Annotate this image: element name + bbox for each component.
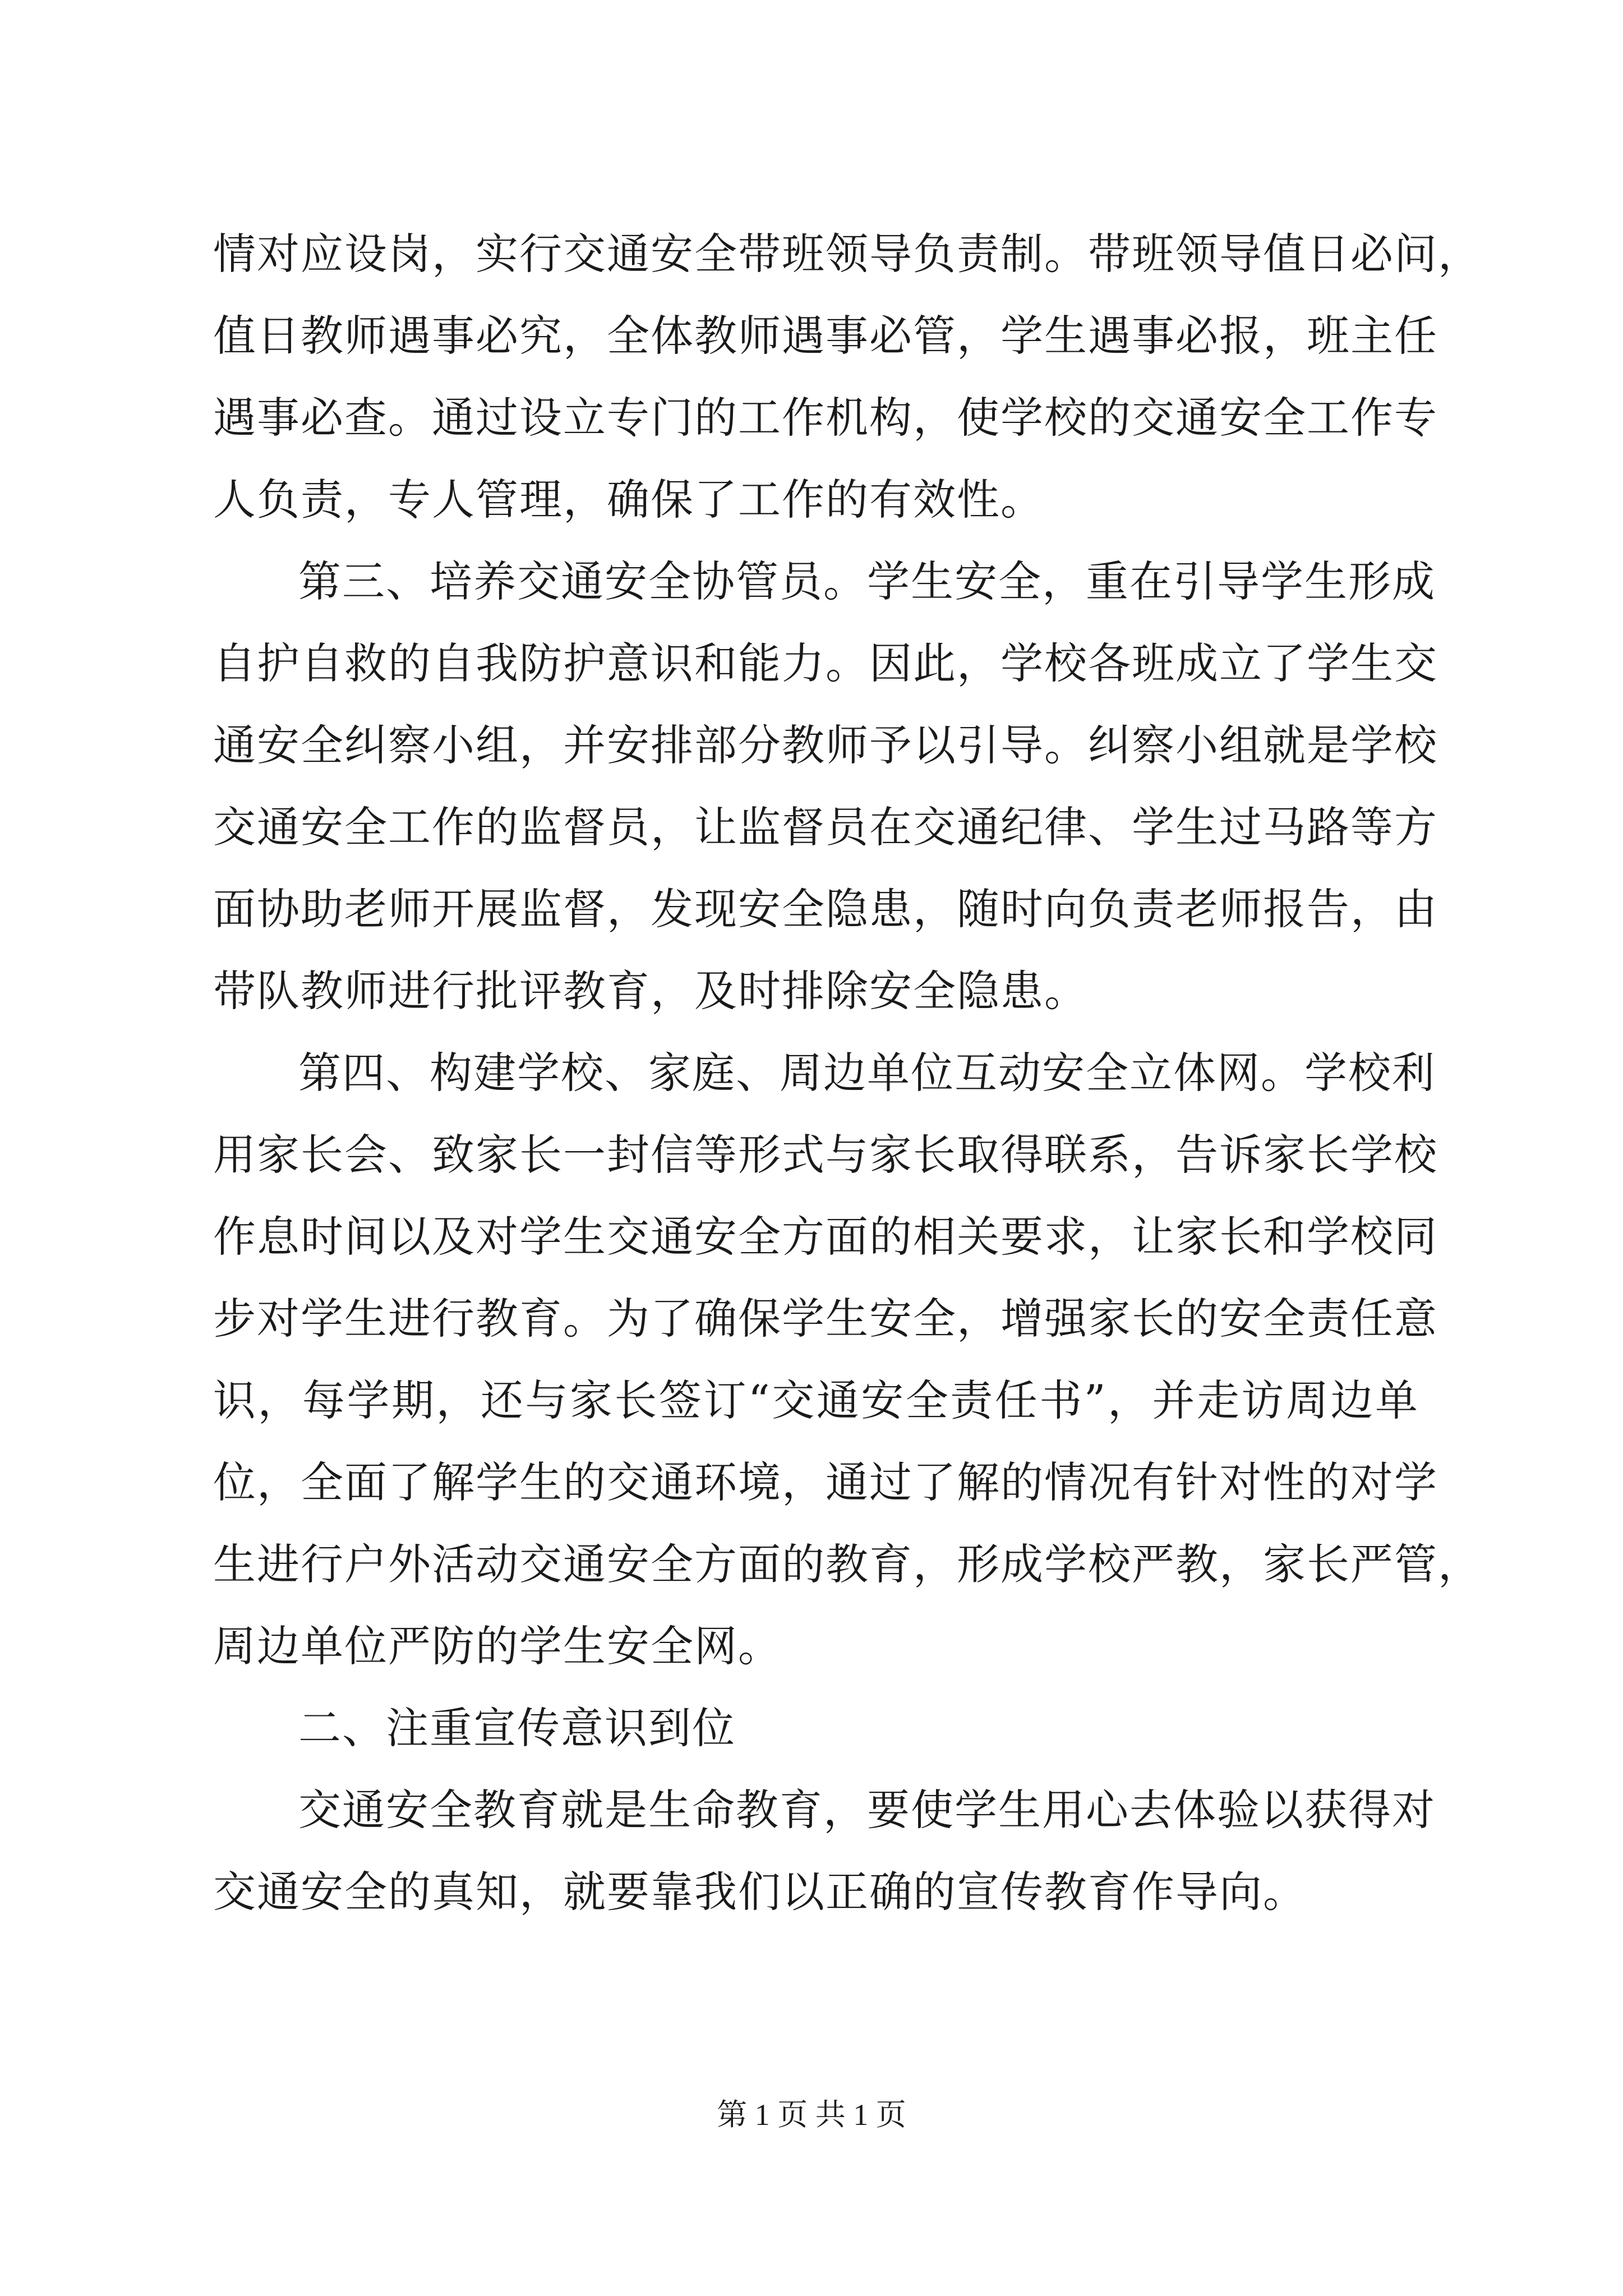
paragraph-first-line: 交通安全教育就是生命教育，要使学生用心去体验以获得对 [298, 1785, 1436, 1835]
text-line: 识，每学期，还与家长签订“交通安全责任书”，并走访周边单 [213, 1375, 1419, 1425]
text-line: 生进行户外活动交通安全方面的教育，形成学校严教，家长严管， [213, 1539, 1482, 1589]
text-line: 作息时间以及对学生交通安全方面的相关要求，让家长和学校同 [213, 1212, 1438, 1262]
text-line: 值日教师遇事必究，全体教师遇事必管，学生遇事必报，班主任 [213, 311, 1438, 361]
text-line: 位，全面了解学生的交通环境，通过了解的情况有针对性的对学 [213, 1457, 1438, 1507]
text-line: 带队教师进行批评教育，及时排除安全隐患。 [213, 966, 1088, 1016]
text-line: 遇事必查。通过设立专门的工作机构，使学校的交通安全工作专 [213, 393, 1438, 443]
document-body [213, 213, 1482, 1933]
text-line: 步对学生进行教育。为了确保学生安全，增强家长的安全责任意 [213, 1294, 1438, 1343]
text-line: 用家长会、致家长一封信等形式与家长取得联系，告诉家长学校 [213, 1130, 1438, 1180]
text-line: 周边单位严防的学生安全网。 [213, 1621, 782, 1671]
text-line: 通安全纠察小组，并安排部分教师予以引导。纠察小组就是学校 [213, 720, 1438, 770]
section-heading: 二、注重宣传意识到位 [298, 1703, 736, 1753]
paragraph-first-line: 第四、构建学校、家庭、周边单位互动安全立体网。学校利 [298, 1048, 1436, 1098]
text-line: 人负责，专人管理，确保了工作的有效性。 [213, 475, 1044, 524]
text-line: 自护自救的自我防护意识和能力。因此，学校各班成立了学生交 [213, 638, 1438, 688]
text-line: 交通安全工作的监督员，让监督员在交通纪律、学生过马路等方 [213, 802, 1438, 852]
text-line: 交通安全的真知，就要靠我们以正确的宣传教育作导向。 [213, 1867, 1307, 1917]
page-number-footer: 第 1 页 共 1 页 [717, 2098, 906, 2132]
paragraph-first-line: 第三、培养交通安全协管员。学生安全，重在引导学生形成 [298, 556, 1436, 606]
text-line: 情对应设岗，实行交通安全带班领导负责制。带班领导值日必问， [213, 229, 1482, 279]
text-line: 面协助老师开展监督，发现安全隐患，随时向负责老师报告，由 [213, 884, 1438, 934]
